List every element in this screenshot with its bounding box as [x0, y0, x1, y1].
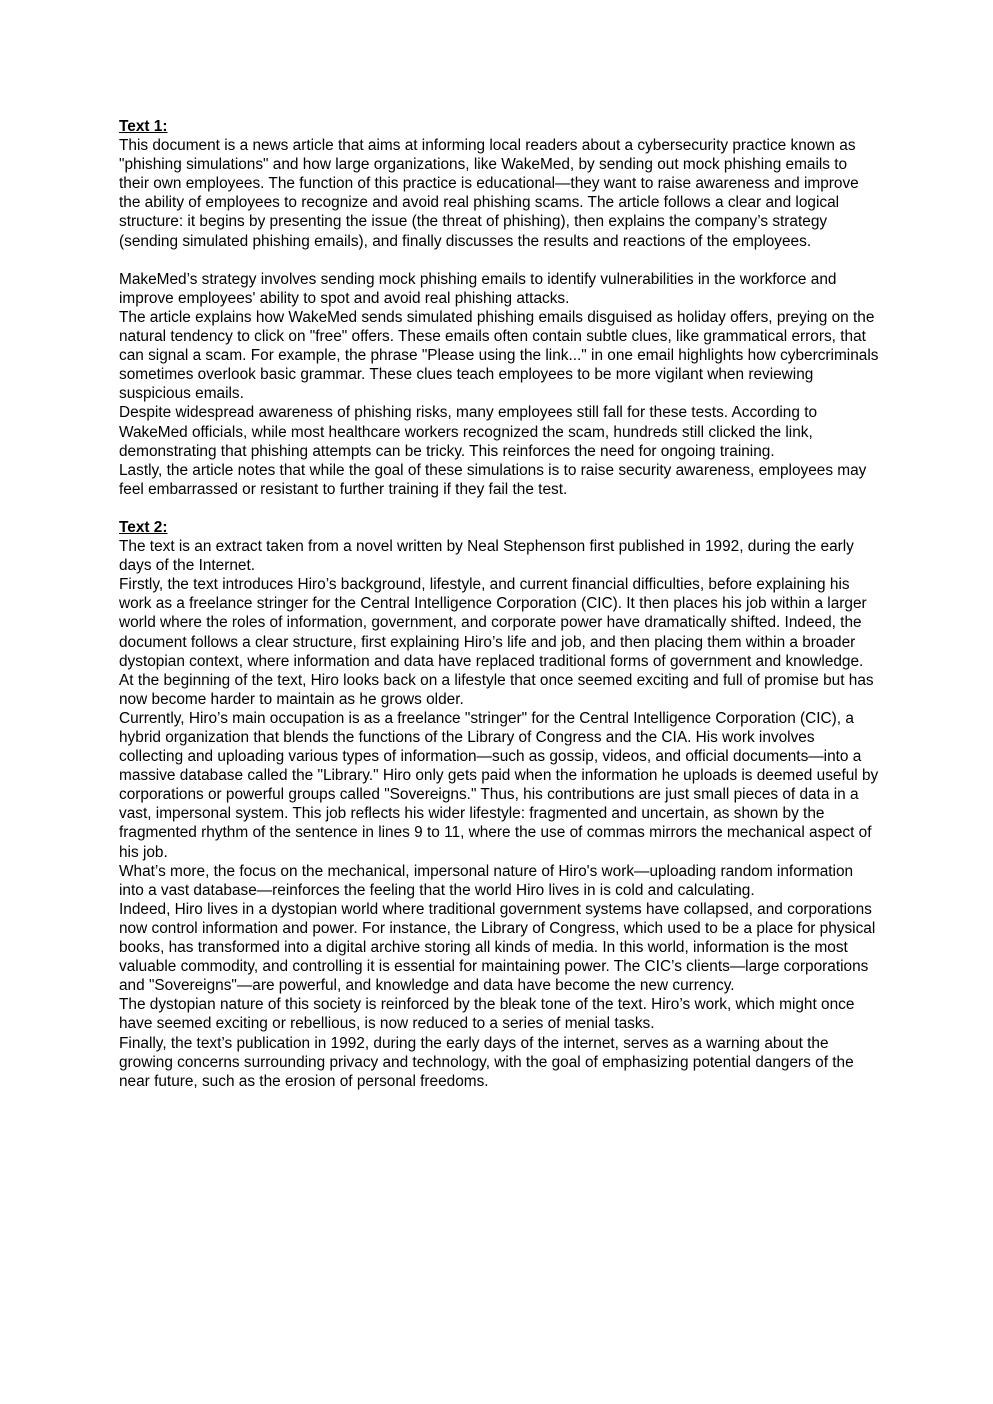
- text2-paragraph: Firstly, the text introduces Hiro’s background, lifestyle, and current financial difficulties, before explaining his work as a freelance stringer for the Central Intelligence Corporation (CIC). It then places his job within a larger world where the roles of information, government, and corporate power have dramatically shifted. Indeed, the document follows a clear structure, first explaining Hiro’s life and job, and then placing them within a broader dystopian context, where information and data have replaced traditional forms of government and knowledge.: [119, 576, 867, 670]
- text1-paragraph: This document is a news article that aims at informing local readers about a cybersecurity practice known as "phishing simulations" and how large organizations, like WakeMed, by sending out mock phishing emails to their own employees. The function of this practice is educational—they want to raise awareness and improve the ability of employees to recognize and avoid real phishing scams. The article follows a clear and logical structure: it begins by presenting the issue (the threat of phishing), then explains the company’s strategy (sending simulated phishing emails), and finally discusses the results and reactions of the employees.: [119, 137, 859, 250]
- text2-paragraph: At the beginning of the text, Hiro looks back on a lifestyle that once seemed exciting and full of promise but has now become harder to maintain as he grows older.: [119, 671, 874, 708]
- paragraph-gap: [119, 251, 879, 270]
- document-page: [119, 117, 879, 1091]
- text2-paragraph: Finally, the text’s publication in 1992, during the early days of the internet, serves as a warning about the growing concerns surrounding privacy and technology, with the goal of emphasizing potential dangers of the near future, such as the erosion of personal freedoms.: [119, 1034, 854, 1090]
- text2-paragraph: What’s more, the focus on the mechanical, impersonal nature of Hiro's work—uploading random information into a vast database—reinforces the feeling that the world Hiro lives in is cold and calculating.: [119, 862, 854, 899]
- text2-paragraph: Indeed, Hiro lives in a dystopian world where traditional government systems have collapsed, and corporations now control information and power. For instance, the Library of Congress, which used to be a place for physical books, has transformed into a digital archive storing all kinds of media. In this world, information is the most valuable commodity, and controlling it is essential for maintaining power. The CIC’s clients—large corporations and "Sovereigns"—are powerful, and knowledge and data have become the new currency.: [119, 900, 876, 995]
- text1-paragraph: MakeMed’s strategy involves sending mock phishing emails to identify vulnerabilities in the workforce and improve employees' ability to spot and avoid real phishing attacks.: [119, 270, 837, 307]
- section-gap: [119, 499, 879, 518]
- text2-paragraph: The dystopian nature of this society is reinforced by the bleak tone of the text. Hiro’s work, which might once have seemed exciting or rebellious, is now reduced to a series of menial tasks.: [119, 996, 855, 1033]
- text2-paragraph: The text is an extract taken from a novel written by Neal Stephenson first published in 1992, during the early days of the Internet.: [119, 538, 854, 575]
- text1-paragraph: Despite widespread awareness of phishing risks, many employees still fall for these tests. According to WakeMed officials, while most healthcare workers recognized the scam, hundreds still clicked the link, demonstrating that phishing attempts can be tricky. This reinforces the need for ongoing training.: [119, 404, 818, 460]
- text2-paragraph: Currently, Hiro’s main occupation is as a freelance "stringer" for the Central Intelligence Corporation (CIC), a hybrid organization that blends the functions of the Library of Congress and the CIA. His work involves collecting and uploading various types of information—such as gossip, videos, and official documents—into a massive database called the "Library." Hiro only gets paid when the information he uploads is deemed useful by corporations or powerful groups called "Sovereigns." Thus, his contributions are just small pieces of data in a vast, impersonal system. This job reflects his wider lifestyle: fragmented and uncertain, as shown by the fragmented rhythm of the sentence in lines 9 to 11, where the use of commas mirrors the mechanical aspect of his job.: [119, 709, 879, 861]
- text2-heading: Text 2:: [119, 518, 168, 536]
- text1-heading: Text 1:: [119, 118, 168, 135]
- text1-paragraph: The article explains how WakeMed sends simulated phishing emails disguised as holiday offers, preying on the natural tendency to click on "free" offers. These emails often contain subtle clues, like grammatical errors, that can signal a scam. For example, the phrase "Please using the link..." in one email highlights how cybercriminals sometimes overlook basic grammar. These clues teach employees to be more vigilant when reviewing suspicious emails.: [119, 308, 879, 403]
- text1-paragraph: Lastly, the article notes that while the goal of these simulations is to raise security awareness, employees may feel embarrassed or resistant to further training if they fail the test.: [119, 461, 867, 498]
